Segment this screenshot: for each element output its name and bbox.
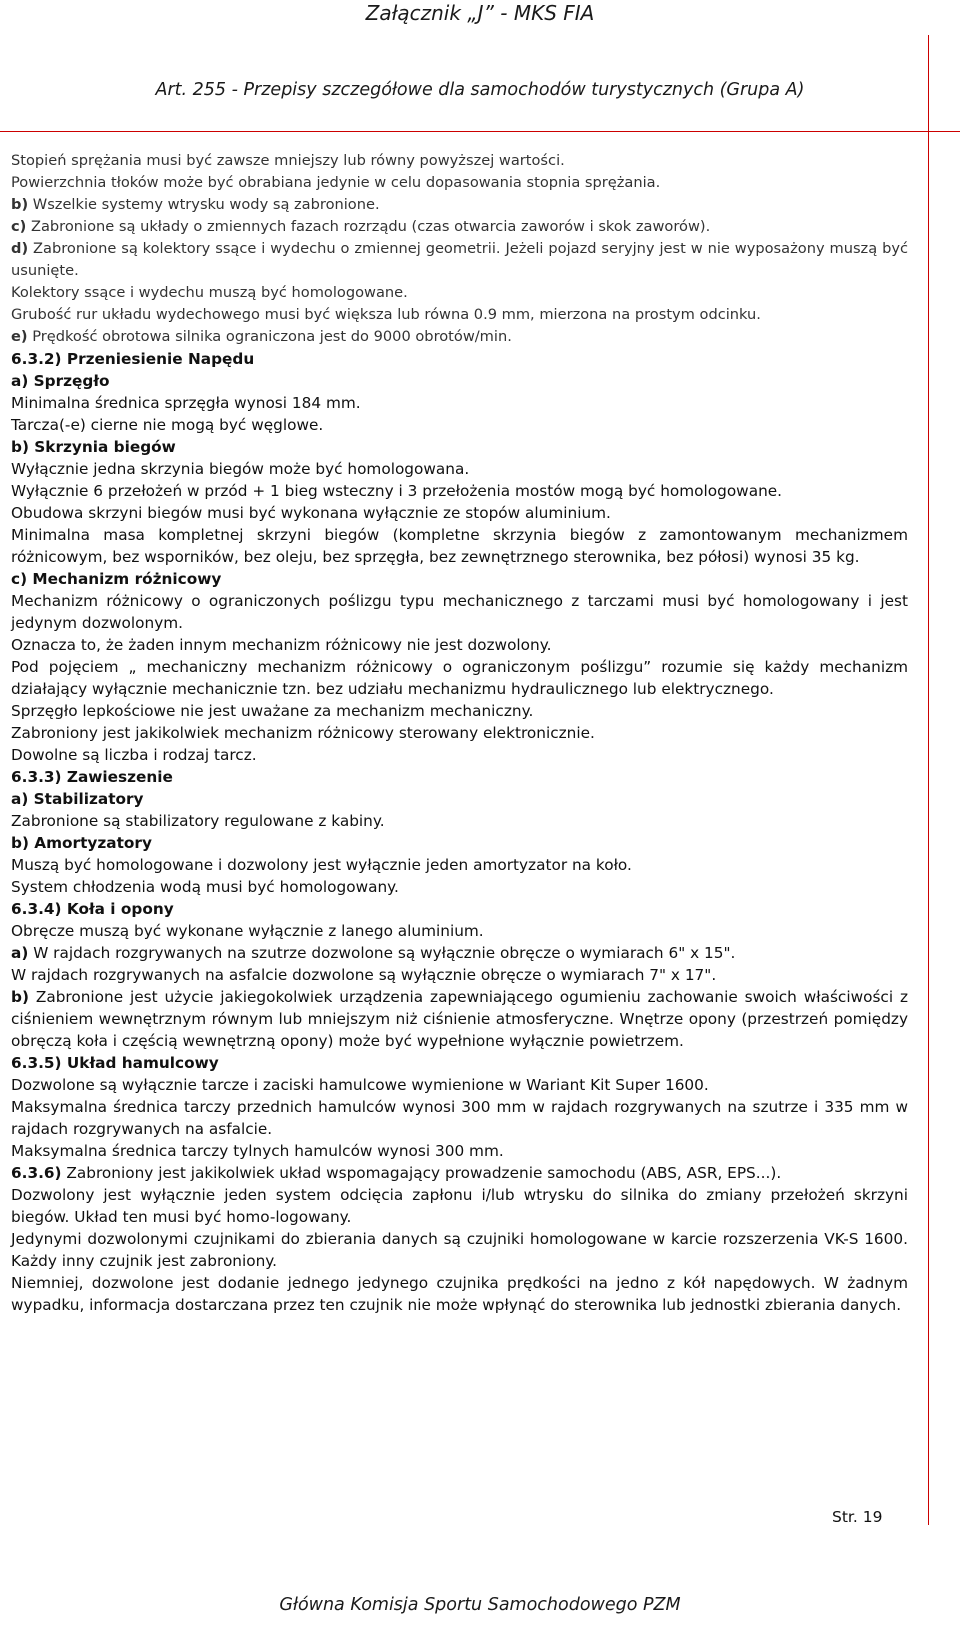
paragraph: Sprzęgło lepkościowe nie jest uważane za mechanizm mechaniczny. bbox=[11, 702, 534, 720]
item-label: c) bbox=[11, 218, 27, 235]
paragraph: Minimalna średnica sprzęgła wynosi 184 mm. bbox=[11, 394, 361, 412]
margin-rule bbox=[928, 35, 929, 1525]
page-header-title: Załącznik „J” - MKS FIA bbox=[365, 1, 595, 25]
paragraph bbox=[11, 216, 908, 238]
subsection-heading: a) Stabilizatory bbox=[11, 790, 144, 808]
item-text: Zabronione są układy o zmiennych fazach rozrządu (czas otwarcia zaworów i skok zaworów). bbox=[26, 218, 711, 235]
subsection-heading: b) Amortyzatory bbox=[11, 834, 152, 852]
subsection-heading: c) Mechanizm różnicowy bbox=[11, 570, 222, 588]
paragraph: Jedynymi dozwolonymi czujnikami do zbierania danych są czujniki homologowane w karcie rozszerzenia VK-S 1600. Każdy inny czujnik jest zabroniony. bbox=[11, 1230, 908, 1270]
paragraph bbox=[11, 194, 908, 216]
paragraph: W rajdach rozgrywanych na asfalcie dozwolone są wyłącznie obręcze o wymiarach 7" x 17". bbox=[11, 966, 717, 984]
paragraph: Zabroniony jest jakikolwiek mechanizm różnicowy sterowany elektronicznie. bbox=[11, 724, 595, 742]
paragraph: Maksymalna średnica tarczy przednich hamulców wynosi 300 mm w rajdach rozgrywanych na szutrze i 335 mm w rajdach rozgrywanych na asfalcie. bbox=[11, 1098, 908, 1138]
item-text: Zabronione jest użycie jakiegokolwiek urządzenia zapewniającego ogumieniu zachowanie swoich właściwości z ciśnieniem wewnętrznym równym lub mniejszym niż ciśnienie atmosferyczne. Wnętrze opony (przestrzeń pomiędzy obręczą koła i częścią wewnętrzną opony) może być wypełnione wyłącznie powietrzem. bbox=[11, 988, 908, 1050]
item-text: W rajdach rozgrywanych na szutrze dozwolone są wyłącznie obręcze o wymiarach 6" x 15". bbox=[28, 944, 736, 962]
section-heading: 6.3.4) Koła i opony bbox=[11, 900, 174, 918]
page-number: Str. 19 bbox=[832, 1508, 883, 1526]
paragraph: Dozwolone są wyłącznie tarcze i zaciski hamulcowe wymienione w Wariant Kit Super 1600. bbox=[11, 1076, 709, 1094]
item-label: e) bbox=[11, 328, 28, 345]
paragraph: Powierzchnia tłoków może być obrabiana jedynie w celu dopasowania stopnia sprężania. bbox=[11, 174, 661, 191]
paragraph: Grubość rur układu wydechowego musi być większa lub równa 0.9 mm, mierzona na prostym odcinku. bbox=[11, 306, 761, 323]
item-text: Wszelkie systemy wtrysku wody są zabronione. bbox=[28, 196, 380, 213]
item-label: a) bbox=[11, 944, 29, 962]
header-rule bbox=[0, 131, 960, 132]
paragraph: Maksymalna średnica tarczy tylnych hamulców wynosi 300 mm. bbox=[11, 1142, 504, 1160]
paragraph: Tarcza(-e) cierne nie mogą być węglowe. bbox=[11, 416, 324, 434]
item-label: b) bbox=[11, 196, 29, 213]
section-heading: 6.3.3) Zawieszenie bbox=[11, 768, 173, 786]
item-text: Zabronione są kolektory ssące i wydechu o zmiennej geometrii. Jeżeli pojazd seryjny jest w nie wyposażony muszą być usunięte. bbox=[11, 240, 908, 279]
paragraph: Muszą być homologowane i dozwolony jest wyłącznie jeden amortyzator na koło. bbox=[11, 856, 632, 874]
paragraph: Pod pojęciem „ mechaniczny mechanizm różnicowy o ograniczonym poślizgu” rozumie się każdy mechanizm działający wyłącznie mechanicznie tzn. bez udziału mechanizmu hydraulicznego lub elektrycznego. bbox=[11, 658, 908, 698]
page-footer: Główna Komisja Sportu Samochodowego PZM bbox=[279, 1595, 681, 1615]
paragraph: System chłodzenia wodą musi być homologowany. bbox=[11, 878, 399, 896]
paragraph: Wyłącznie 6 przełożeń w przód + 1 bieg wsteczny i 3 przełożenia mostów mogą być homologowane. bbox=[11, 482, 783, 500]
paragraph: Dowolne są liczba i rodzaj tarcz. bbox=[11, 746, 257, 764]
article-title: Art. 255 - Przepisy szczegółowe dla samochodów turystycznych (Grupa A) bbox=[155, 80, 805, 100]
paragraph: Wyłącznie jedna skrzynia biegów może być homologowana. bbox=[11, 460, 470, 478]
section-heading: 6.3.2) Przeniesienie Napędu bbox=[11, 350, 255, 368]
item-label: b) bbox=[11, 988, 29, 1006]
paragraph: Obręcze muszą być wykonane wyłącznie z lanego aluminium. bbox=[11, 922, 484, 940]
paragraph: Obudowa skrzyni biegów musi być wykonana wyłącznie ze stopów aluminium. bbox=[11, 504, 611, 522]
paragraph: Dozwolony jest wyłącznie jeden system odcięcia zapłonu i/lub wtrysku do silnika do zmiany przełożeń skrzyni biegów. Układ ten musi być homo-logowany. bbox=[11, 1186, 908, 1226]
section-heading: 6.3.5) Układ hamulcowy bbox=[11, 1054, 219, 1072]
paragraph: Niemniej, dozwolone jest dodanie jednego jedynego czujnika prędkości na jedno z kół napędowych. W żadnym wypadku, informacja dostarczana przez ten czujnik nie może wpłynąć do sterownika lub jednostki zbierania danych. bbox=[11, 1274, 908, 1314]
paragraph: Minimalna masa kompletnej skrzyni biegów (kompletne skrzynia biegów z zamontowanym mechanizmem różnicowym, bez wsporników, bez oleju, bez sprzęgła, bez zewnętrznego sterownika, bez półosi) wynosi 35 kg. bbox=[11, 526, 908, 566]
section-label: 6.3.6) bbox=[11, 1164, 62, 1182]
subsection-heading: a) Sprzęgło bbox=[11, 372, 110, 390]
paragraph: Oznacza to, że żaden innym mechanizm różnicowy nie jest dozwolony. bbox=[11, 636, 552, 654]
paragraph: Zabronione są stabilizatory regulowane z kabiny. bbox=[11, 812, 385, 830]
paragraph bbox=[11, 986, 908, 1052]
subsection-heading: b) Skrzynia biegów bbox=[11, 438, 176, 456]
paragraph: Kolektory ssące i wydechu muszą być homologowane. bbox=[11, 284, 408, 301]
paragraph bbox=[11, 238, 908, 282]
item-text: Zabroniony jest jakikolwiek układ wspomagający prowadzenie samochodu (ABS, ASR, EPS...). bbox=[61, 1164, 782, 1182]
paragraph: Mechanizm różnicowy o ograniczonych poślizgu typu mechanicznego z tarczami musi być homologowany i jest jedynym dozwolonym. bbox=[11, 592, 908, 632]
item-label: d) bbox=[11, 240, 29, 257]
item-text: Prędkość obrotowa silnika ograniczona jest do 9000 obrotów/min. bbox=[27, 328, 512, 345]
paragraph: Stopień sprężania musi być zawsze mniejszy lub równy powyższej wartości. bbox=[11, 152, 565, 169]
paragraph bbox=[11, 1162, 908, 1184]
paragraph bbox=[11, 326, 908, 348]
document-body bbox=[11, 150, 908, 1316]
paragraph bbox=[11, 942, 908, 964]
